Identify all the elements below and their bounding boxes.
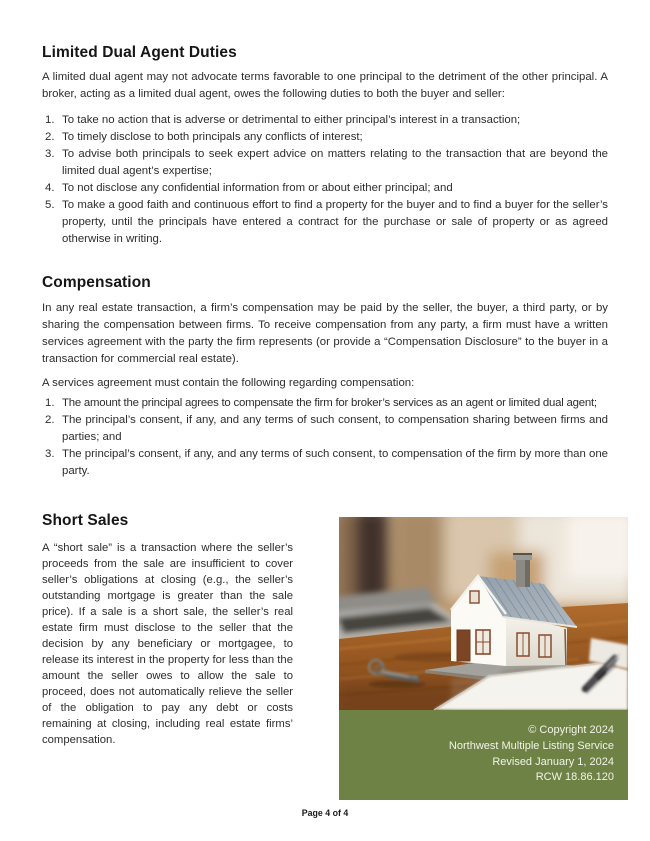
list-item <box>42 395 608 412</box>
list-item-number: 2. <box>45 414 55 426</box>
list-item-text: To timely disclose to both principals any conflicts of interest; <box>62 131 363 143</box>
compensation-list <box>42 395 608 480</box>
short-sales-paragraph: A “short sale” is a transaction where the seller’s proceeds from the sale are insufficient to cover seller’s obligations at closing (e.g., the seller’s outstanding mortgage is greater than the sale price). If a sale is a short sale, the seller’s real estate firm must disclose to the seller that the decision by any beneficiary or mortgagee, to release its interest in the property for less than the amount the seller owes to allow the sale to proceed, does not automatically relieve the seller of the obligation to pay any debt or costs remaining at closing, including real estate firms’ compensation. <box>42 542 293 746</box>
copyright-box <box>339 710 628 800</box>
section-heading-limited-dual-agent-duties: Limited Dual Agent Duties <box>42 44 237 61</box>
list-item-number: 3. <box>45 148 55 160</box>
front-window <box>476 630 490 654</box>
list-item <box>42 446 608 480</box>
list-item-number: 5. <box>45 199 55 211</box>
house-photo-illustration <box>339 517 628 710</box>
list-item-text: The principal’s consent, if any, and any terms of such consent, to compensation of the firm by more than one party. <box>62 448 608 477</box>
list-item-text: To not disclose any confidential information from or about either principal; and <box>62 182 453 194</box>
list-item-number: 3. <box>45 448 55 460</box>
copyright-line: Revised January 1, 2024 <box>492 755 614 768</box>
list-item-text: The principal’s consent, if any, and any terms of such consent, to compensation sharing between firms and parties; and <box>62 414 608 443</box>
list-item <box>42 197 608 248</box>
attic-window <box>470 591 479 603</box>
copyright-line: RCW 18.86.120 <box>535 771 614 784</box>
list-item <box>42 112 608 129</box>
front-door <box>457 630 470 661</box>
list-item <box>42 129 608 146</box>
dual-agent-intro-paragraph: A limited dual agent may not advocate terms favorable to one principal to the detriment of the other principal. A broker, acting as a limited dual agent, owes the following duties to both the buyer and seller: <box>42 71 608 100</box>
section-heading-compensation: Compensation <box>42 274 151 291</box>
list-item <box>42 412 608 446</box>
downspout <box>565 629 566 665</box>
list-item-text: To make a good faith and continuous effort to find a property for the buyer and to find a buyer for the seller’s property, until the principals have entered a contract for the purchase or sale of property or as agreed otherwise in writing. <box>62 199 608 245</box>
list-item-text: The amount the principal agrees to compensate the firm for broker’s services as an agent or limited dual agent; <box>62 397 597 409</box>
list-item-number: 2. <box>45 131 55 143</box>
list-item-text: To advise both principals to seek expert advice on matters relating to the transaction that are beyond the limited dual agent’s expertise; <box>62 148 608 177</box>
compensation-intro-paragraph: In any real estate transaction, a firm’s compensation may be paid by the seller, the buyer, a third party, or by sharing the compensation between firms. To receive compensation from any party, a firm must have a written services agreement with the party the firm represents (or provide a “Compensation Disclosure” to the buyer in a transaction for commercial real estate). <box>42 302 608 365</box>
copyright-line: © Copyright 2024 <box>528 724 614 736</box>
services-agreement-paragraph: A services agreement must contain the following regarding compensation: <box>42 377 415 389</box>
section-heading-short-sales: Short Sales <box>42 512 129 529</box>
list-item-number: 1. <box>45 114 55 126</box>
list-item-number: 1. <box>45 397 55 409</box>
page-number: Page 4 of 4 <box>301 808 349 818</box>
dual-agent-duties-list <box>42 112 608 248</box>
list-item <box>42 180 608 197</box>
list-item-text: To take no action that is adverse or detrimental to either principal’s interest in a transaction; <box>62 114 521 126</box>
list-item <box>42 146 608 180</box>
listing-photo <box>339 517 628 710</box>
list-item-number: 4. <box>45 182 55 194</box>
copyright-line: Northwest Multiple Listing Service <box>448 739 614 752</box>
